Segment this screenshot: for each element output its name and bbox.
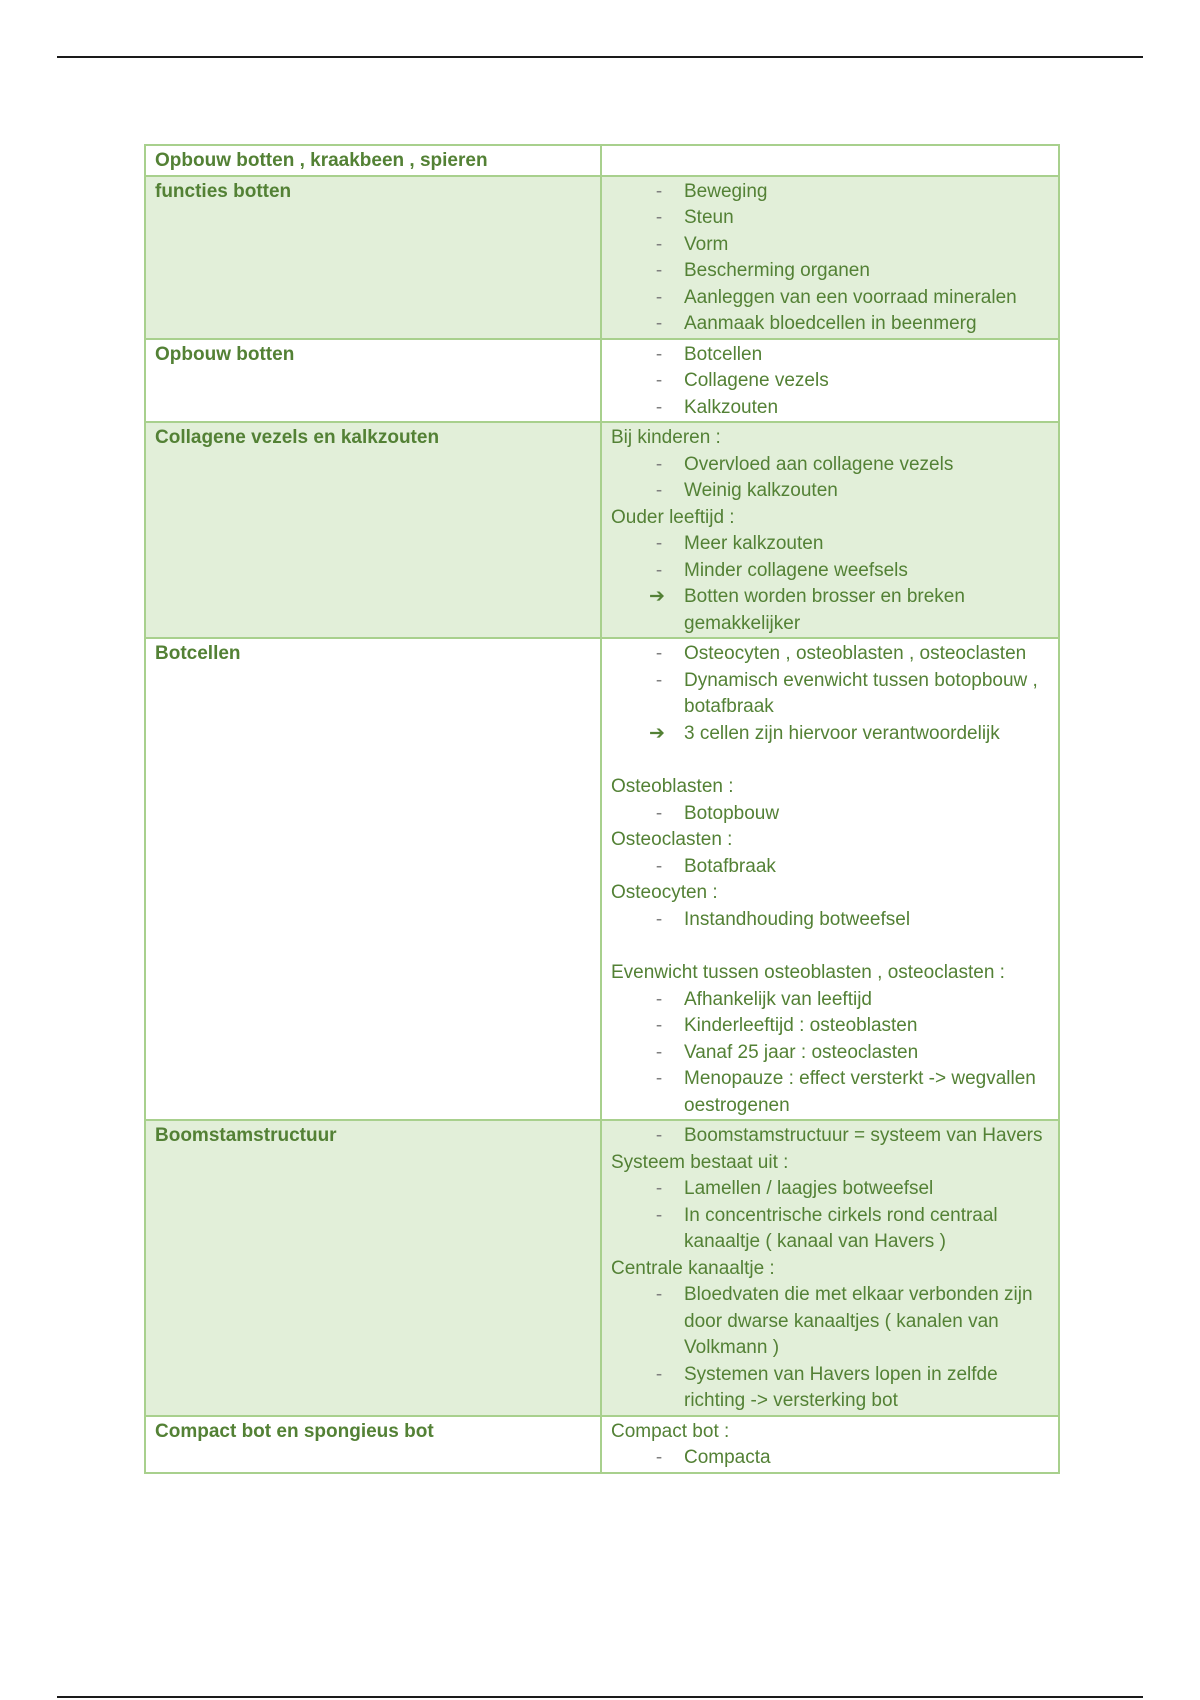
table-row: [145, 145, 1059, 176]
list-item: [611, 1445, 1049, 1472]
list-item-text: Botafbraak: [684, 855, 776, 877]
dash-bullet-icon: -: [655, 343, 663, 365]
header-rule: [57, 56, 1143, 58]
topic-cell: Opbouw botten: [145, 339, 601, 423]
list-item: [611, 1040, 1049, 1067]
topic-cell: Opbouw botten , kraakbeen , spieren: [145, 145, 601, 176]
dash-bullet-icon: -: [655, 1284, 663, 1305]
dash-bullet-icon: -: [655, 480, 663, 501]
list-item: [611, 1203, 1049, 1256]
empty-cell-filler: [611, 148, 1049, 174]
list-item: [611, 395, 1049, 422]
list-item-text: Kinderleeftijd : osteoblasten: [684, 1015, 918, 1036]
topic-cell: Botcellen: [145, 638, 601, 1120]
topic-cell: Compact bot en spongieus bot: [145, 1416, 601, 1473]
list-item: [611, 205, 1049, 232]
list-item: [611, 311, 1049, 338]
footer-rule: [57, 1696, 1143, 1698]
subheading-text: Osteocyten :: [611, 882, 718, 903]
dash-bullet-icon: -: [655, 207, 663, 228]
list-item: [611, 641, 1049, 668]
dash-bullet-icon: -: [655, 802, 663, 824]
dash-bullet-icon: -: [655, 1178, 663, 1199]
list-item: [611, 478, 1049, 505]
table-row: [145, 1416, 1059, 1473]
list-item: [611, 1176, 1049, 1203]
list-item-text: Beweging: [684, 180, 768, 202]
list-item-text: Osteocyten , osteoblasten , osteoclasten: [684, 643, 1027, 664]
list-item: [611, 531, 1049, 558]
content-cell: [601, 638, 1059, 1120]
list-item-text: Vorm: [684, 233, 729, 255]
table-row: [145, 638, 1059, 1120]
content-cell: [601, 1120, 1059, 1416]
list-item: [611, 1066, 1049, 1119]
subheading-text: Osteoblasten :: [611, 776, 734, 797]
list-item: [611, 721, 1049, 748]
dash-bullet-icon: -: [655, 453, 663, 475]
list-item-text: Instandhouding botweefsel: [684, 908, 911, 930]
arrow-bullet-icon: ➔: [649, 586, 665, 607]
list-item-text: Weinig kalkzouten: [684, 480, 838, 501]
subheading-text: Osteoclasten :: [611, 829, 733, 850]
list-item-text: Vanaf 25 jaar : osteoclasten: [684, 1041, 919, 1063]
list-item: [611, 584, 1049, 637]
list-item-text: 3 cellen zijn hiervoor verantwoordelijk: [684, 722, 1000, 744]
list-item-text: Dynamisch evenwicht tussen botopbouw , botafbraak: [684, 669, 1038, 717]
dash-bullet-icon: -: [655, 988, 663, 1010]
dash-bullet-icon: -: [655, 1068, 663, 1089]
dash-bullet-icon: -: [655, 1015, 663, 1036]
list-item: [611, 1362, 1049, 1415]
list-item-text: Menopauze : effect versterkt -> wegvallen oestrogenen: [684, 1068, 1036, 1116]
table-row: [145, 1120, 1059, 1416]
study-notes-table: [144, 144, 1060, 1474]
list-item-text: Meer kalkzouten: [684, 533, 824, 554]
list-item: [611, 558, 1049, 585]
list-item: [611, 258, 1049, 285]
content-cell: [601, 176, 1059, 339]
dash-bullet-icon: -: [655, 180, 663, 202]
dash-bullet-icon: -: [655, 1125, 663, 1146]
subheading-text: Evenwicht tussen osteoblasten , osteoclasten :: [611, 962, 1005, 983]
content-cell: [601, 422, 1059, 638]
subheading-text: Systeem bestaat uit :: [611, 1151, 789, 1173]
list-item: [611, 668, 1049, 721]
dash-bullet-icon: -: [655, 286, 663, 308]
dash-bullet-icon: -: [655, 908, 663, 930]
list-item-text: Botopbouw: [684, 802, 780, 824]
list-item-text: Systemen van Havers lopen in zelfde richting -> versterking bot: [684, 1363, 998, 1411]
blank-line: [611, 747, 1049, 774]
dash-bullet-icon: -: [655, 1363, 663, 1385]
list-item: [611, 1282, 1049, 1362]
list-item-text: Collagene vezels: [684, 370, 829, 391]
list-item-text: Minder collagene weefsels: [684, 559, 908, 581]
list-item: [611, 801, 1049, 828]
dash-bullet-icon: -: [655, 396, 663, 418]
list-item: [611, 368, 1049, 395]
topic-cell: Collagene vezels en kalkzouten: [145, 422, 601, 638]
list-item-text: Kalkzouten: [684, 396, 779, 418]
blank-line: [611, 933, 1049, 960]
list-item: [611, 452, 1049, 479]
list-item: [611, 854, 1049, 881]
list-item: [611, 285, 1049, 312]
dash-bullet-icon: -: [655, 313, 663, 334]
dash-bullet-icon: -: [655, 669, 663, 691]
list-item-text: Steun: [684, 207, 734, 228]
dash-bullet-icon: -: [655, 533, 663, 554]
dash-bullet-icon: -: [655, 643, 663, 664]
list-item-text: Afhankelijk van leeftijd: [684, 988, 872, 1010]
list-item-text: Aanleggen van een voorraad mineralen: [684, 286, 1017, 308]
table-row: [145, 176, 1059, 339]
dash-bullet-icon: -: [655, 559, 663, 581]
dash-bullet-icon: -: [655, 260, 663, 281]
list-item-text: Aanmaak bloedcellen in beenmerg: [684, 313, 977, 334]
topic-cell: Boomstamstructuur: [145, 1120, 601, 1416]
dash-bullet-icon: -: [655, 1204, 663, 1226]
list-item-text: Bloedvaten die met elkaar verbonden zijn door dwarse kanaaltjes ( kanalen van Volkmann ): [684, 1284, 1033, 1358]
content-cell: [601, 1416, 1059, 1473]
dash-bullet-icon: -: [655, 1041, 663, 1063]
table-row: [145, 422, 1059, 638]
list-item-text: Compacta: [684, 1447, 771, 1468]
dash-bullet-icon: -: [655, 1447, 663, 1468]
arrow-bullet-icon: ➔: [649, 722, 665, 744]
list-item: [611, 342, 1049, 369]
list-item-text: Bescherming organen: [684, 260, 870, 281]
list-item-text: Overvloed aan collagene vezels: [684, 453, 954, 475]
list-item: [611, 1013, 1049, 1040]
subheading-text: Ouder leeftijd :: [611, 506, 735, 528]
list-item: [611, 907, 1049, 934]
content-cell: [601, 145, 1059, 176]
dash-bullet-icon: -: [655, 233, 663, 255]
list-item-text: In concentrische cirkels rond centraal kanaaltje ( kanaal van Havers ): [684, 1204, 998, 1252]
table-body: [145, 145, 1059, 1473]
list-item-text: Lamellen / laagjes botweefsel: [684, 1178, 934, 1199]
list-item: [611, 1123, 1049, 1150]
content-cell: [601, 339, 1059, 423]
subheading-text: Centrale kanaaltje :: [611, 1257, 775, 1279]
dash-bullet-icon: -: [655, 855, 663, 877]
topic-cell: functies botten: [145, 176, 601, 339]
list-item-text: Botten worden brosser en breken gemakkelijker: [684, 586, 965, 634]
list-item: [611, 987, 1049, 1014]
dash-bullet-icon: -: [655, 370, 663, 391]
subheading-text: Bij kinderen :: [611, 427, 721, 448]
list-item: [611, 179, 1049, 206]
table-row: [145, 339, 1059, 423]
list-item-text: Boomstamstructuur = systeem van Havers: [684, 1125, 1043, 1146]
list-item: [611, 232, 1049, 259]
list-item-text: Botcellen: [684, 343, 763, 365]
subheading-text: Compact bot :: [611, 1420, 730, 1442]
